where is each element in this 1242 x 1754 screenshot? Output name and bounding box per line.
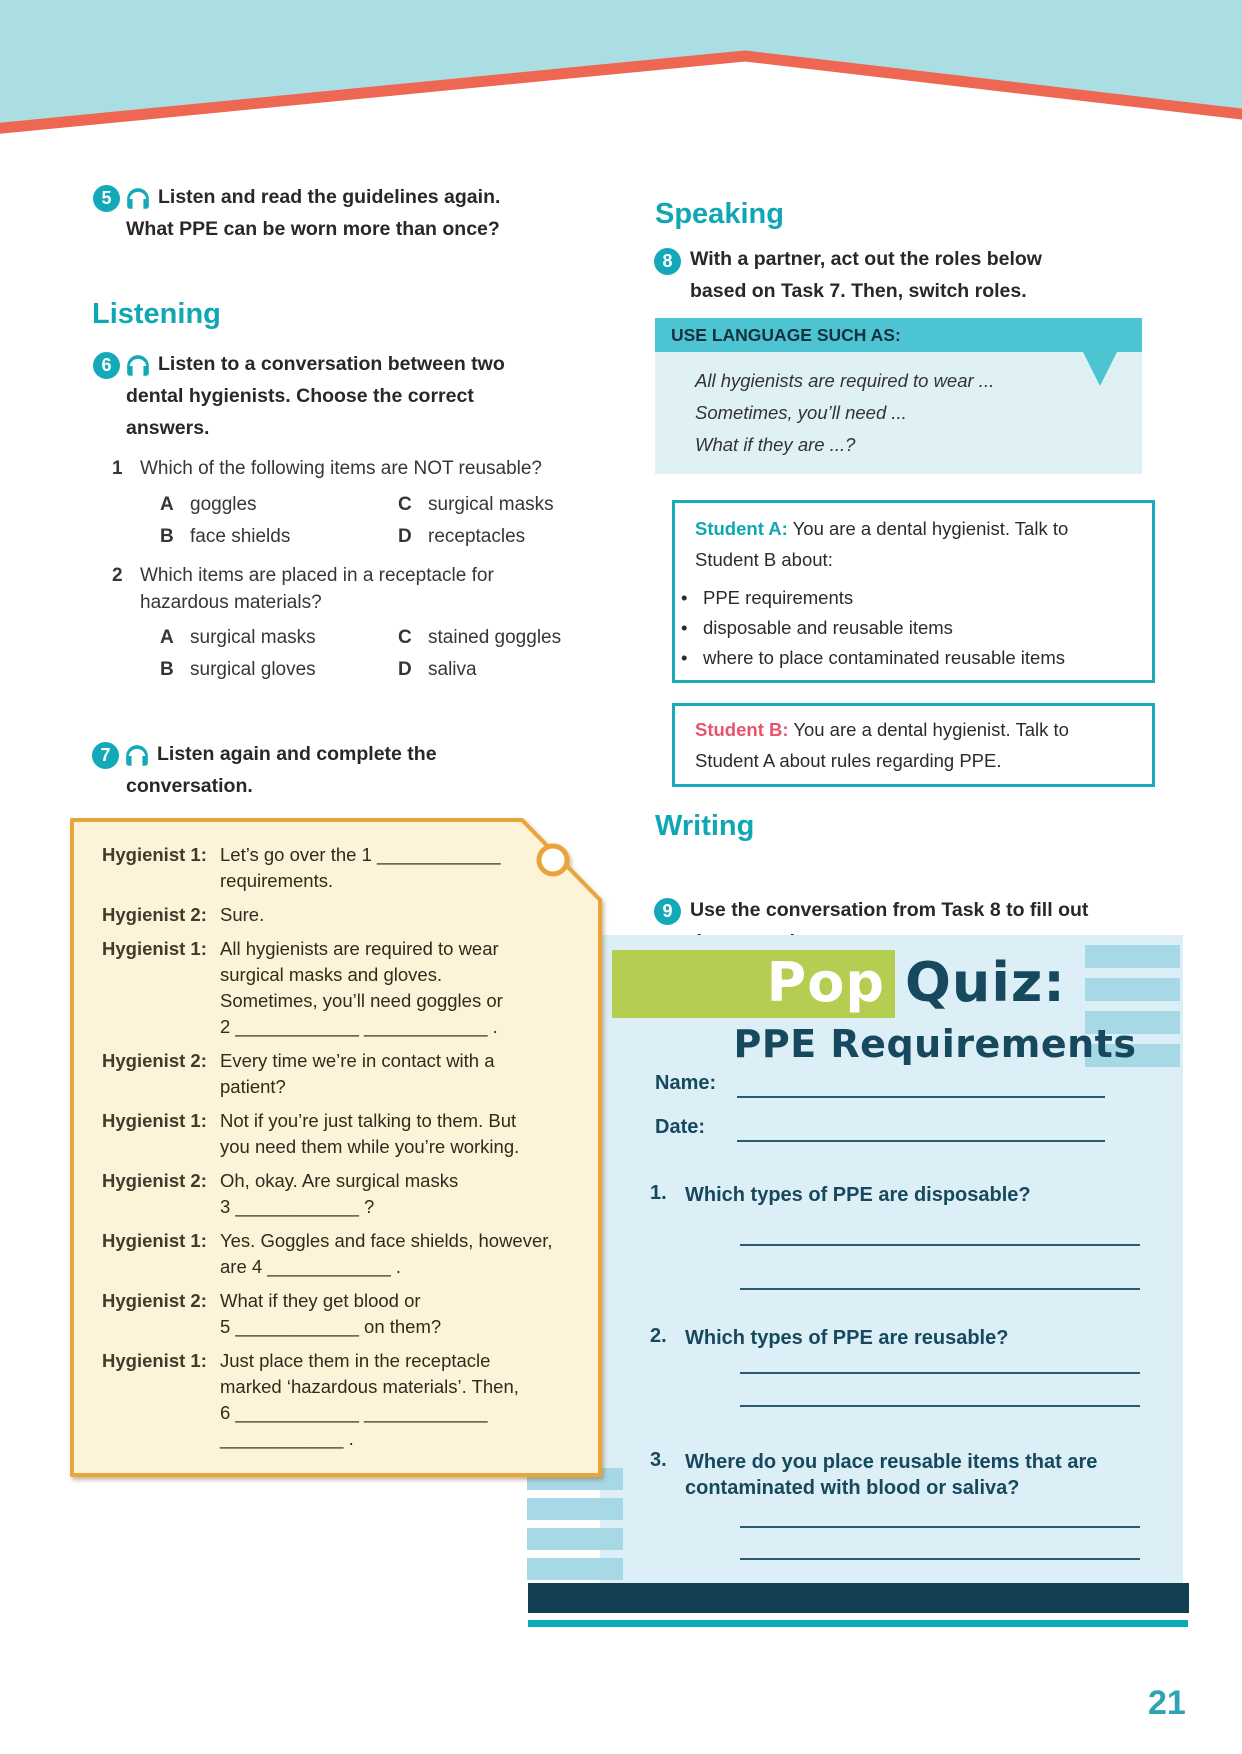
quiz-name-label: Name: [655,1072,717,1094]
section-heading-writing: Writing [655,810,755,842]
answer-line [740,1222,1140,1246]
task-8-number: 8 [654,248,681,275]
dialogue-turn: Hygienist 2: Every time we’re in contact with a patient? [102,1050,495,1097]
student-b-label: Student B: [695,719,789,740]
student-a-label: Student A: [695,518,788,539]
task-9-number: 9 [654,898,681,925]
page-number: 21 [1148,1684,1186,1722]
binding-stripe [527,1528,623,1550]
answer-line [740,1383,1140,1407]
quiz-title-quiz: Quiz: [905,951,1066,1014]
option-text: receptacles [428,526,526,547]
quiz-footer-bar [528,1583,1189,1613]
dialogue-turn: Hygienist 1: Not if you’re just talking to them. But you need them while you’re working. [102,1110,520,1157]
task-5-text-line2: What PPE can be worn more than once? [126,218,500,240]
question-text: Which of the following items are NOT reusable? [140,458,542,479]
dialogue-turn: Hygienist 1: Let’s go over the 1 ____________ requirements. [102,844,501,891]
dialogue-turn: Hygienist 1: Yes. Goggles and face shields, however, are 4 ____________ . [102,1230,553,1277]
quiz-question-3: 3. Where do you place reusable items that are contaminated with blood or saliva? [650,1449,1098,1499]
question-text: hazardous materials? [140,592,322,613]
dialogue-turn: Hygienist 1: All hygienists are required to wear surgical masks and gloves. Sometimes, you’ll need goggles or 2 ____________ ____________ . [102,938,503,1037]
option-letter: C [398,627,412,648]
student-a-text-line1: You are a dental hygienist. Talk to [792,518,1069,539]
dialogue-turn: Hygienist 2: Oh, okay. Are surgical masks 3 ____________ ? [102,1170,459,1217]
student-b-text-line2: Student A about rules regarding PPE. [695,750,1002,771]
task-7-text-line1: Listen again and complete the [157,743,437,765]
answer-line [740,1536,1140,1560]
task-9-text-line1: Use the conversation from Task 8 to fill out [690,899,1089,921]
quiz-title-green-bar [612,950,895,1018]
answer-line [740,1504,1140,1528]
section-heading-speaking: Speaking [655,198,784,230]
option-text: surgical masks [190,627,316,648]
quiz-footer-accent-bar [528,1620,1188,1627]
conversation-dialogue [102,842,568,1460]
option-letter: B [160,526,174,547]
conversation-note-card [70,818,604,1479]
headphones-icon [125,353,151,379]
option-letter: A [160,627,174,648]
quiz-question-1: 1. Which types of PPE are disposable? [650,1182,1031,1206]
task-8-text-line2: based on Task 7. Then, switch roles. [690,280,1027,302]
option-text: stained goggles [428,627,562,648]
task-6-text-line1: Listen to a conversation between two [158,353,505,375]
task-6-text-line2: dental hygienists. Choose the correct [126,385,474,407]
option-text: goggles [190,494,257,515]
task-6-text-line3: answers. [126,417,210,439]
binding-stripe [1085,945,1180,968]
option-letter: D [398,526,412,547]
quiz-title-pop: Pop [766,951,885,1014]
task-8-text-line1: With a partner, act out the roles below [690,248,1042,270]
use-language-header [655,318,1142,352]
option-text: saliva [428,659,477,680]
question-number: 1 [112,458,123,479]
option-text: surgical gloves [190,659,316,680]
option-text: surgical masks [428,494,554,515]
question-text: Which items are placed in a receptacle for [140,565,494,586]
headphones-icon [125,186,151,212]
student-b-text-line1: You are a dental hygienist. Talk to [793,719,1069,740]
dialogue-turn: Hygienist 1: Just place them in the receptacle marked ‘hazardous materials’. Then, 6 ____________ ____________ ____________ . [102,1350,519,1449]
listening-question-1 [112,458,582,548]
binding-stripe [1085,978,1180,1001]
task-6-number: 6 [93,352,120,379]
use-language-body [655,352,1142,474]
quiz-date-label: Date: [655,1116,706,1138]
quiz-subtitle: PPE Requirements [733,1022,1137,1066]
headphones-icon [124,743,150,769]
question-number: 2 [112,565,123,586]
use-language-phrase: Sometimes, you’ll need ... [695,402,907,423]
use-language-title: USE LANGUAGE SUCH AS: [671,324,901,345]
student-b-role-card [672,703,1155,787]
binding-stripe [527,1498,623,1520]
use-language-pointer [1083,352,1117,386]
header-decoration [0,0,1242,140]
task-5-text-line1: Listen and read the guidelines again. [158,186,501,208]
quiz-question-2: 2. Which types of PPE are reusable? [650,1325,1009,1349]
option-letter: C [398,494,412,515]
answer-line [740,1350,1140,1374]
use-language-phrase: All hygienists are required to wear ... [695,370,995,391]
use-language-phrase: What if they are ...? [695,434,856,455]
dialogue-turn: Hygienist 2: What if they get blood or 5 ____________ on them? [102,1290,442,1337]
student-a-role-card [672,500,1155,683]
name-line [737,1072,1105,1098]
option-text: face shields [190,526,291,547]
answer-line [740,1266,1140,1290]
binding-stripe [527,1558,623,1580]
student-a-bullet: • where to place contaminated reusable items [703,647,1065,669]
task-7-number: 7 [92,742,119,769]
student-a-bullet: • PPE requirements [703,587,853,609]
student-a-text-line2: Student B about: [695,549,833,570]
option-letter: B [160,659,174,680]
student-a-bullet: • disposable and reusable items [703,617,953,639]
listening-question-2 [112,565,582,681]
section-heading-listening: Listening [92,298,221,330]
option-letter: A [160,494,174,515]
dialogue-turn: Hygienist 2: Sure. [102,904,265,925]
option-letter: D [398,659,412,680]
task-7-text-line2: conversation. [126,775,253,797]
date-line [737,1116,1105,1142]
task-5-number: 5 [93,185,120,212]
